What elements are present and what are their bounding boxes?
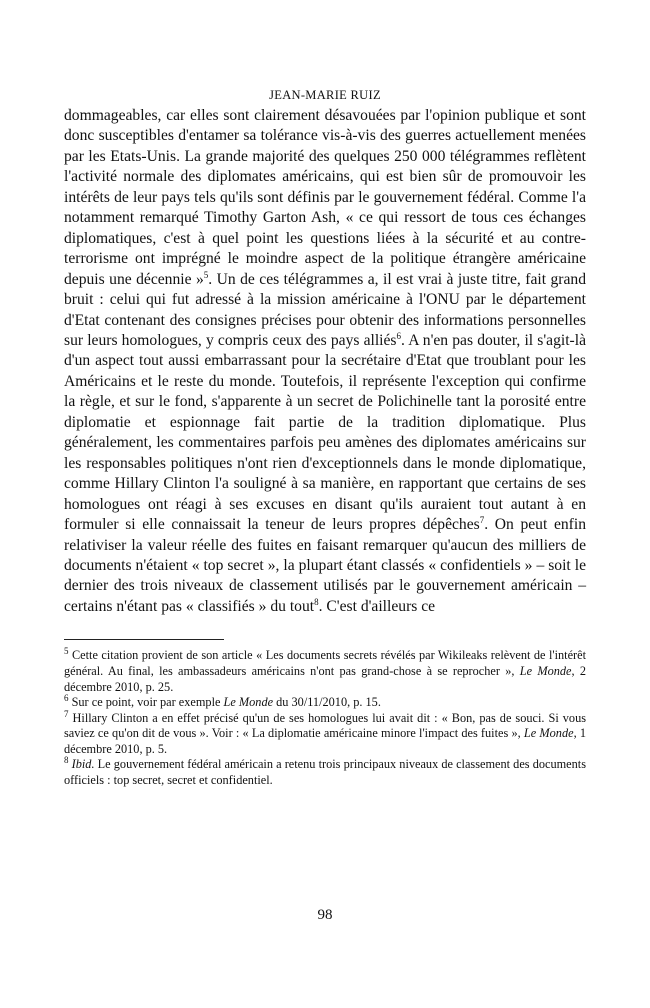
footnote-number: 7 [64, 708, 69, 719]
footnote-text: Sur ce point, voir par exemple [68, 695, 224, 710]
footnote-source-title: Ibid. [71, 757, 95, 772]
footnote-number: 5 [64, 646, 69, 657]
footnote-text: Cette citation provient de son article « Les documents secrets révélés par Wikileaks relèvent de l'intérêt général. Au final, les ambassadeurs américains n'ont pas grand-chose à se reprocher », [64, 648, 586, 678]
body-text-segment: . Un de ces télégrammes a, il est vrai à juste titre, fait grand bruit : celui qui fut adressé à la mission américaine à l'ONU par le département d'Etat contenant des consignes précises pour obtenir des informations personnelles sur leurs homologues, y compris ceux des pays alliés [64, 270, 586, 349]
body-text-segment: . C'est d'ailleurs ce [318, 597, 436, 615]
body-paragraph [64, 106, 586, 617]
footnote-text: Le gouvernement fédéral américain a retenu trois principaux niveaux de classement des documents officiels : top secret, secret et confidentiel. [64, 757, 586, 788]
footnote-ref-5[interactable]: 5 [203, 269, 209, 280]
footnote-ref-8[interactable]: 8 [314, 596, 319, 607]
footnote-6 [64, 695, 586, 711]
body-text-segment: dommageables, car elles sont clairement désavouées par l'opinion publique et sont donc susceptibles d'entamer sa tolérance vis-à-vis des guerres actuellement menées par les Etats-Unis. La grande majorité des quelques 250 000 télégrammes reflètent l'activité normale des diplomates américains, qui est bien sûr de promouvoir les intérêts de leur pays tels qu'ils sont définis par le gouvernement fédéral. Comme l'a notamment remarqué Timothy Garton Ash, « ce qui ressort de tous ces échanges diplomatiques, c'est à quel point les questions liées à la sécurité et au contre-terrorisme ont imprégné le moindre aspect de la politique étrangère américaine depuis une décennie » [64, 107, 586, 288]
footnote-text: , 2 décembre 2010, p. 25. [64, 663, 586, 694]
footnote-text: du 30/11/2010, p. 15. [273, 695, 381, 710]
footnote-7 [64, 708, 586, 758]
footnote-5 [64, 648, 586, 695]
page-number: 98 [317, 907, 333, 923]
footnote-ref-7[interactable]: 7 [479, 514, 485, 525]
footnote-8 [64, 757, 586, 788]
body-text-segment: . On peut enfin relativiser la valeur réelle des fuites en faisant remarquer qu'aucun des milliers de documents n'étaient « top secret », la plupart étant classés « confidentiels » – soit le dernier des trois niveaux de classement utilisés par le gouvernement américain – certains n'étant pas « classifiés » du tout [64, 516, 586, 615]
body-text-segment: . A n'en pas douter, il s'agit-là d'un aspect tout aussi embarrassant pour la secrétaire d'Etat que troublant pour les Américains et le reste du monde. Toutefois, il représente l'exception qui confirme la règle, et sur le fond, s'apparente à un secret de Polichinelle tant la porosité entre diplomatie et espionnage fait partie de la tradition diplomatique. Plus généralement, les commentaires parfois peu amènes des diplomates américains sur les responsables politiques n'ont rien d'exceptionnels dans le monde diplomatique, comme Hillary Clinton l'a souligné à sa manière, en rapportant que certains de ses homologues ont réagi à ses excuses en disant qu'ils auraient tout autant à en formuler si elle connaissait la teneur de leurs propres dépêches [64, 331, 586, 534]
footnote-number: 8 [64, 755, 69, 766]
footnote-text: Hillary Clinton a en effet précisé qu'un de ses homologues lui avait dit : « Bon, pas de souci. Si vous saviez ce qu'on dit de vous ». Voir : « La diplomatie américaine minore l'impact des fuites », [64, 710, 586, 741]
running-head: JEAN-MARIE RUIZ [269, 88, 381, 102]
footnote-ref-6[interactable]: 6 [396, 330, 402, 341]
footnote-source-title: Le Monde [523, 726, 574, 741]
page-content [64, 86, 586, 789]
footnote-text: , 1 décembre 2010, p. 5. [64, 726, 586, 756]
footnote-separator [64, 639, 224, 640]
footnote-number: 6 [64, 693, 69, 704]
footnote-source-title: Le Monde [519, 663, 572, 678]
footnote-source-title: Le Monde [223, 695, 274, 710]
